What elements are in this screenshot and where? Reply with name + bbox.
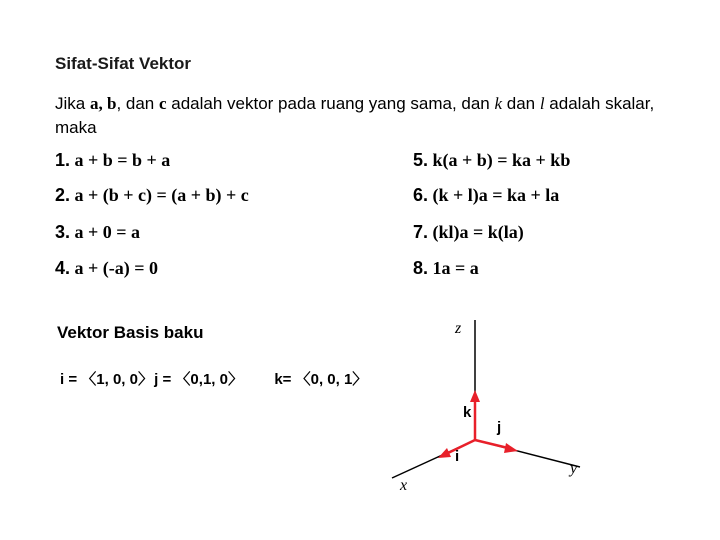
- property-equation: a + (-a) = 0: [74, 258, 159, 278]
- property-equation: a + 0 = a: [74, 222, 141, 242]
- property-number: 4.: [55, 258, 71, 278]
- property-equation: (kl)a = k(la): [432, 222, 524, 242]
- property-number: 2.: [55, 185, 71, 205]
- property-number: 8.: [413, 258, 429, 278]
- intro-text-2: , dan: [116, 94, 159, 113]
- intro-vector-c: c: [158, 94, 167, 113]
- property-number: 3.: [55, 222, 71, 242]
- property-number: 7.: [413, 222, 429, 242]
- basis-title: Vektor Basis baku: [57, 323, 204, 342]
- z-axis-label: z: [455, 320, 462, 337]
- i-vector: [448, 440, 475, 453]
- k-label: k: [463, 404, 472, 421]
- x-axis-label: x: [400, 477, 408, 494]
- property-equation: k(a + b) = ka + kb: [432, 150, 571, 170]
- intro-text-4: dan: [502, 94, 540, 113]
- page-title: Sifat-Sifat Vektor: [55, 54, 192, 73]
- property-equation: 1a = a: [432, 258, 479, 278]
- j-label: j: [497, 419, 502, 436]
- i-label: i: [455, 448, 460, 465]
- property-number: 5.: [413, 150, 429, 170]
- property-equation: a + (b + c) = (a + b) + c: [74, 185, 249, 205]
- k-arrowhead: [470, 390, 480, 402]
- property-equation: a + b = b + a: [74, 150, 171, 170]
- basis-i: i = 〈1, 0, 0〉: [60, 371, 153, 388]
- basis-j: j = 〈0,1, 0〉: [154, 371, 243, 388]
- y-axis-label: y: [570, 460, 578, 477]
- intro-text-1: Jika: [55, 94, 90, 113]
- j-arrowhead: [504, 443, 518, 453]
- i-arrowhead: [438, 448, 451, 458]
- intro-scalar-k: k: [494, 94, 503, 113]
- j-vector: [475, 440, 508, 448]
- property-number: 6.: [413, 185, 429, 205]
- basis-k: k= 〈0, 0, 1〉: [274, 371, 368, 388]
- intro-text-3: adalah vektor pada ruang yang sama, dan: [166, 94, 495, 113]
- property-number: 1.: [55, 150, 71, 170]
- property-equation: (k + l)a = ka + la: [432, 185, 560, 205]
- intro-text-5: adalah skalar, maka: [55, 94, 655, 137]
- intro-vectors: a, b: [89, 94, 117, 113]
- intro-scalar-l: l: [539, 94, 545, 113]
